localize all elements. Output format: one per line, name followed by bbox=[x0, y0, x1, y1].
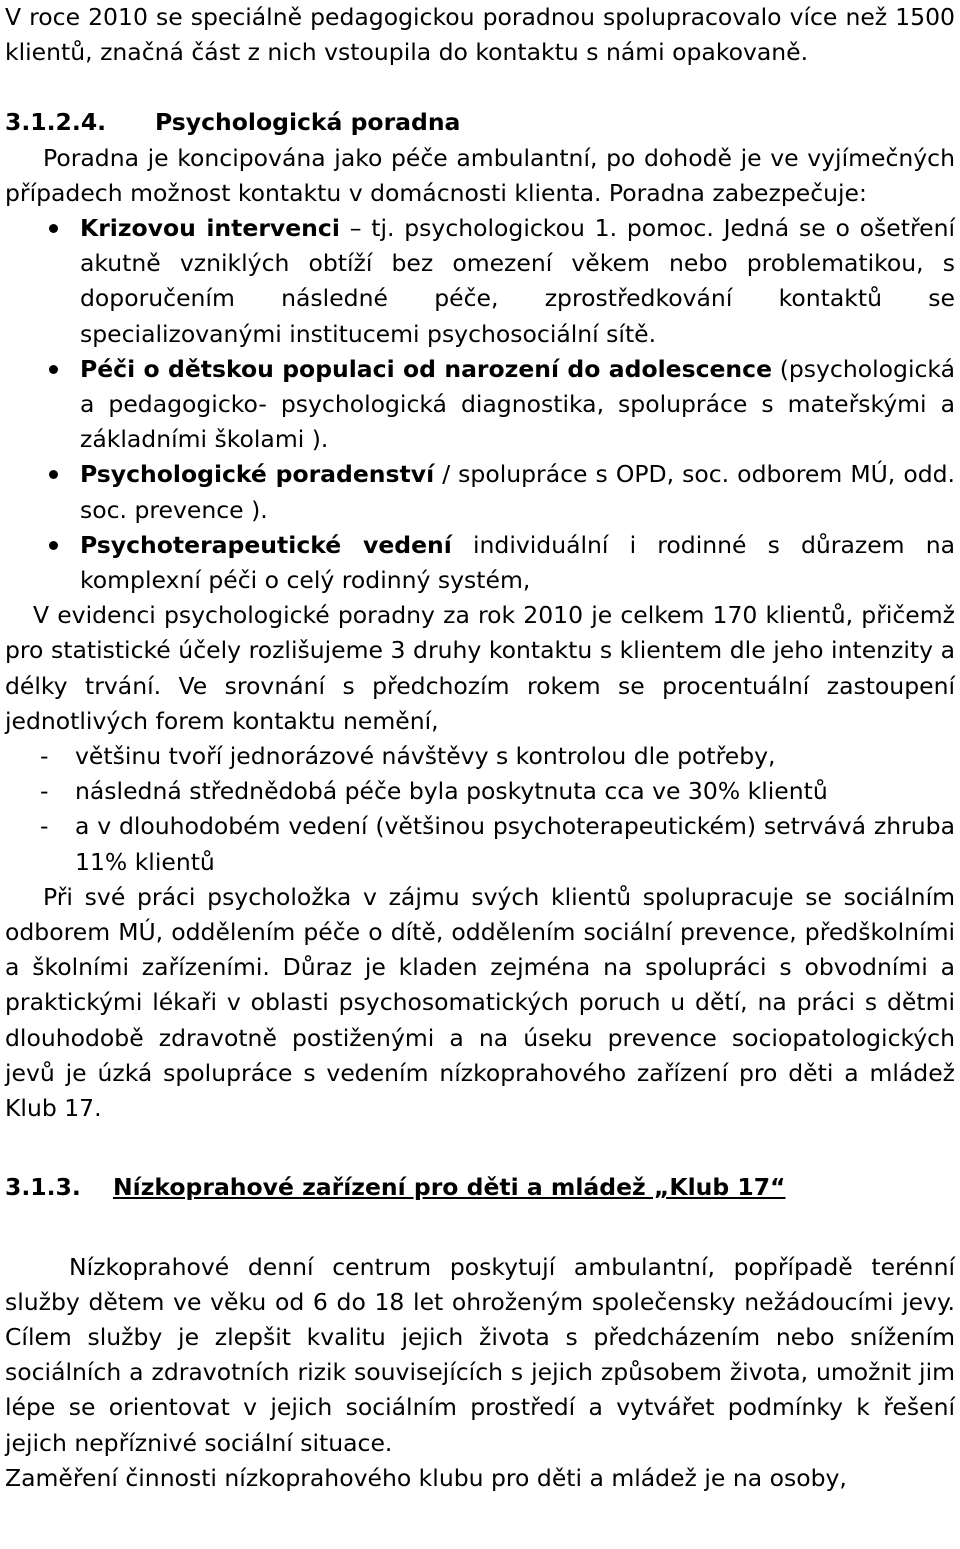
list-item-text: / spolupráce s OPD, soc. odborem MÚ, odd. soc. prevence ). bbox=[80, 460, 956, 524]
spacer bbox=[5, 1126, 955, 1170]
services-bullet-list bbox=[5, 211, 955, 598]
list-item-text: většinu tvoří jednorázové návštěvy s kontrolou dle potřeby, bbox=[75, 742, 776, 771]
spacer bbox=[5, 70, 955, 105]
cooperation-paragraph: Při své práci psycholožka v zájmu svých klientů spolupracuje se sociálním odborem MÚ, oddělením péče o dítě, oddělením sociální prevence, předškolními a školními zařízeními. Důraz je kladen zejména na spolupráci s obvodními a praktickými lékaři v oblasti psychosomatických poruch u dětí, na práci s dětmi dlouhodobě zdravotně postiženými a na úseku prevence sociopatologických jevů je úzká spolupráce s vedením nízkoprahového zařízení pro děti a mládež Klub 17. bbox=[5, 882, 955, 1123]
dash-marker: - bbox=[40, 777, 49, 806]
section-heading-klub-17 bbox=[5, 1170, 955, 1205]
list-item-text: následná střednědobá péče byla poskytnuta cca ve 30% klientů bbox=[75, 777, 828, 806]
list-item-bold: Péči o dětskou populaci od narození do adolescence bbox=[80, 354, 773, 383]
list-item bbox=[5, 211, 955, 352]
bullet-icon bbox=[49, 365, 58, 374]
list-item bbox=[5, 457, 955, 527]
list-item bbox=[5, 739, 955, 774]
section-number: 3.1.2.4. bbox=[5, 108, 107, 137]
list-item-bold: Krizovou intervenci bbox=[80, 214, 340, 243]
list-item bbox=[5, 774, 955, 809]
section-heading-psychologicka-poradna bbox=[5, 105, 955, 140]
section-number: 3.1.3. bbox=[5, 1173, 81, 1202]
dash-marker: - bbox=[40, 812, 49, 841]
list-item bbox=[5, 809, 955, 879]
bullet-icon bbox=[49, 541, 58, 550]
klub-focus-paragraph: Zaměření činnosti nízkoprahového klubu pro děti a mládež je na osoby, bbox=[5, 1463, 847, 1492]
list-item-bold: Psychoterapeutické vedení bbox=[80, 530, 452, 559]
list-item-bold: Psychologické poradenství bbox=[80, 460, 435, 489]
list-item-text: (psychologická a pedagogicko- psychologická diagnostika, spolupráce s mateřskými a základními školami ). bbox=[80, 354, 955, 454]
list-item-text: a v dlouhodobém vedení (většinou psychoterapeutickém) setrvává zhruba 11% klientů bbox=[75, 812, 955, 876]
bullet-icon bbox=[49, 224, 58, 233]
list-item bbox=[5, 528, 955, 598]
bullet-icon bbox=[49, 470, 58, 479]
section-title: Nízkoprahové zařízení pro děti a mládež „Klub 17“ bbox=[113, 1173, 786, 1202]
list-item-text: – tj. psychologickou 1. pomoc. Jedná se o ošetření akutně vzniklých obtíží bez omezení věkem nebo problematikou, s doporučením následné péče, zprostředkování kontaktů se specializovanými institucemi psychosociální sítě. bbox=[80, 214, 955, 348]
section-intro-paragraph: Poradna je koncipována jako péče ambulantní, po dohodě je ve vyjímečných případech možnost kontaktu v domácnosti klienta. Poradna zabezpečuje: bbox=[5, 143, 955, 207]
evidence-paragraph: V evidenci psychologické poradny za rok 2010 je celkem 170 klientů, přičemž pro statistické účely rozlišujeme 3 druhy kontaktu s klientem dle jeho intenzity a délky trvání. Ve srovnání s předchozím rokem se procentuální zastoupení jednotlivých forem kontaktu nemění, bbox=[5, 601, 955, 735]
klub-description-paragraph: Nízkoprahové denní centrum poskytují ambulantní, popřípadě terénní služby dětem ve věku od 6 do 18 let ohroženým společensky nežádoucími jevy. Cílem služby je zlepšit kvalitu jejich života s předcházením nebo snížením sociálních a zdravotních rizik souvisejících s jejich způsobem života, umožnit jim lépe se orientovat v jejich sociálním prostředí a vytvářet podmínky k řešení jejich nepříznivé sociální situace. bbox=[5, 1252, 955, 1457]
section-title: Psychologická poradna bbox=[155, 108, 461, 137]
list-item bbox=[5, 352, 955, 458]
contact-forms-list bbox=[5, 739, 955, 880]
dash-marker: - bbox=[40, 742, 49, 771]
spacer bbox=[5, 1206, 955, 1250]
list-item-text: individuální i rodinné s důrazem na komplexní péči o celý rodinný systém, bbox=[80, 530, 955, 595]
intro-paragraph: V roce 2010 se speciálně pedagogickou poradnou spolupracovalo více než 1500 klientů, značná část z nich vstoupila do kontaktu s námi opakovaně. bbox=[5, 3, 955, 67]
